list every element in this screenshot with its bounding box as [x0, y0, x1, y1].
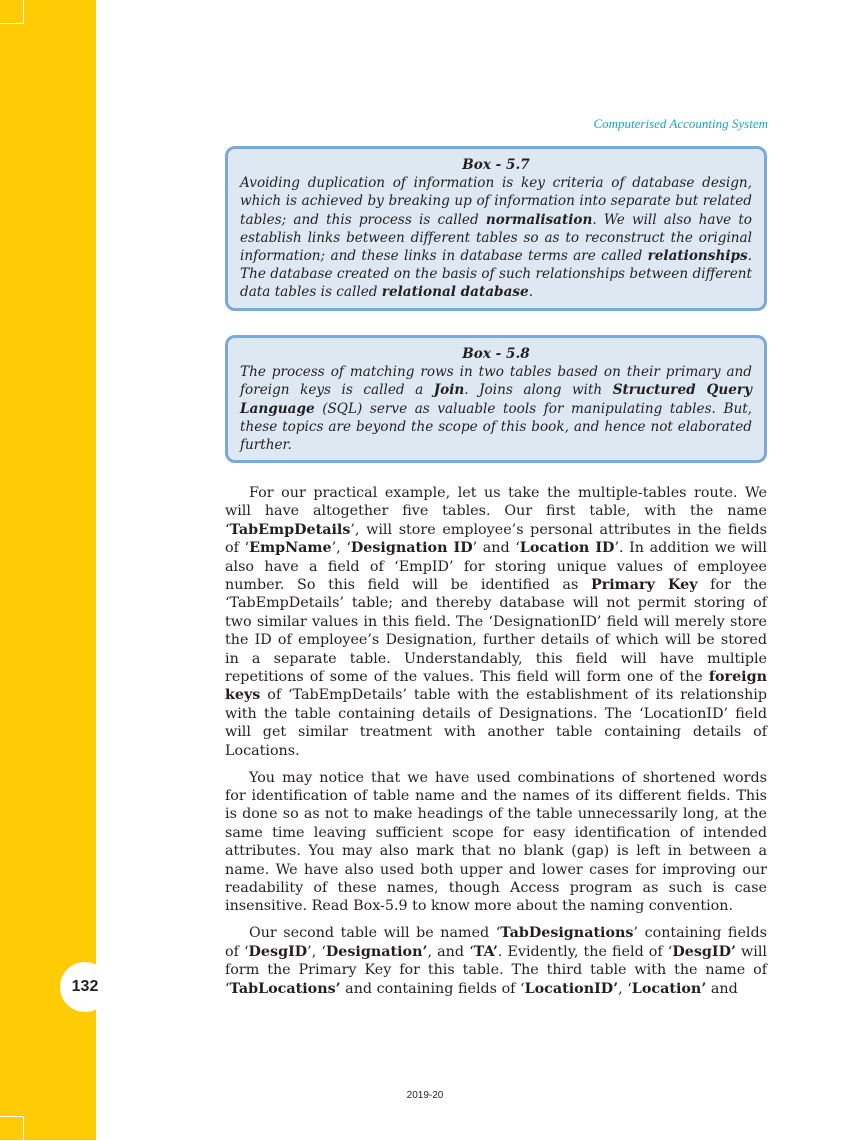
term-relationships: relationships	[647, 248, 748, 265]
paragraph-2: You may notice that we have used combinations of shortened words for identification of table name and the names of its different fields. This is done so as not to make headings of the table unnecessarily long, at the same time leaving sufficient scope for easy identification of intended attributes. You may also mark that no blank (gap) is left in between a name. We have also used both upper and lower cases for improving our readability of these names, though Access program as such is case insensitive. Read Box-5.9 to know more about the naming convention.	[225, 769, 767, 915]
term-join: Join	[433, 382, 465, 399]
footer-year: 2019-20	[406, 1090, 444, 1101]
box-text: The process of matching rows in two tables based on their primary and foreign keys is called a Join. Joins along with Structured Query Language (SQL) serve as valuable tools for manipulating tables. But, these topics are beyond the scope of this book, and hence not elaborated further.	[240, 364, 752, 454]
running-header: Computerised Accounting System	[593, 116, 768, 131]
crop-mark-top	[0, 0, 24, 24]
page-sidebar	[0, 0, 99, 1140]
term-sql: Structured Query Language	[240, 382, 752, 417]
paragraph-3: Our second table will be named ‘TabDesignations’ containing fields of ‘DesgID’, ‘Designation’, and ‘TA’. Evidently, the field of ‘DesgID’ will form the Primary Key for this table. The third table with the name of ‘TabLocations’ and containing fields of ‘LocationID’, ‘Location’ and	[225, 925, 767, 997]
term-normalisation: normalisation	[485, 211, 593, 228]
page-number: 132	[60, 962, 110, 1012]
box-5-7	[225, 146, 767, 311]
paragraph-1: For our practical example, let us take the multiple-tables route. We will have altogether five tables. Our first table, with the name ‘TabEmpDetails’, will store employee’s personal attributes in the fields of ‘EmpName’, ‘Designation ID’ and ‘Location ID’. In addition we will also have a field of ‘EmpID’ for storing unique values of employee number. So this field will be identified as Primary Key for the ‘TabEmpDetails’ table; and thereby database will not permit storing of two similar values in this field. The ‘DesignationID’ field will merely store the ID of employee’s Designation, further details of which will be stored in a separate table. Understandably, this field will have multiple repetitions of some of the values. This field will form one of the foreign keys of ‘TabEmpDetails’ table with the establishment of its relationship with the table containing details of Designations. The ‘LocationID’ field will get similar treatment with another table containing details of Locations.	[225, 485, 767, 759]
crop-mark-bottom	[0, 1116, 24, 1141]
box-text: Avoiding duplication of information is key criteria of database design, which is achieved by breaking up of information into separate but related tables; and this process is called normalisation. We will also have to establish links between different tables so as to reconstruct the original information; and these links in database terms are called relationships. The database created on the basis of such relationships between different data tables is called relational database.	[240, 175, 752, 301]
term-relational-database: relational database	[381, 284, 529, 301]
box-title: Box - 5.8	[462, 346, 530, 362]
box-title: Box - 5.7	[462, 157, 530, 173]
body-text	[225, 484, 767, 1006]
box-5-8	[225, 335, 767, 463]
